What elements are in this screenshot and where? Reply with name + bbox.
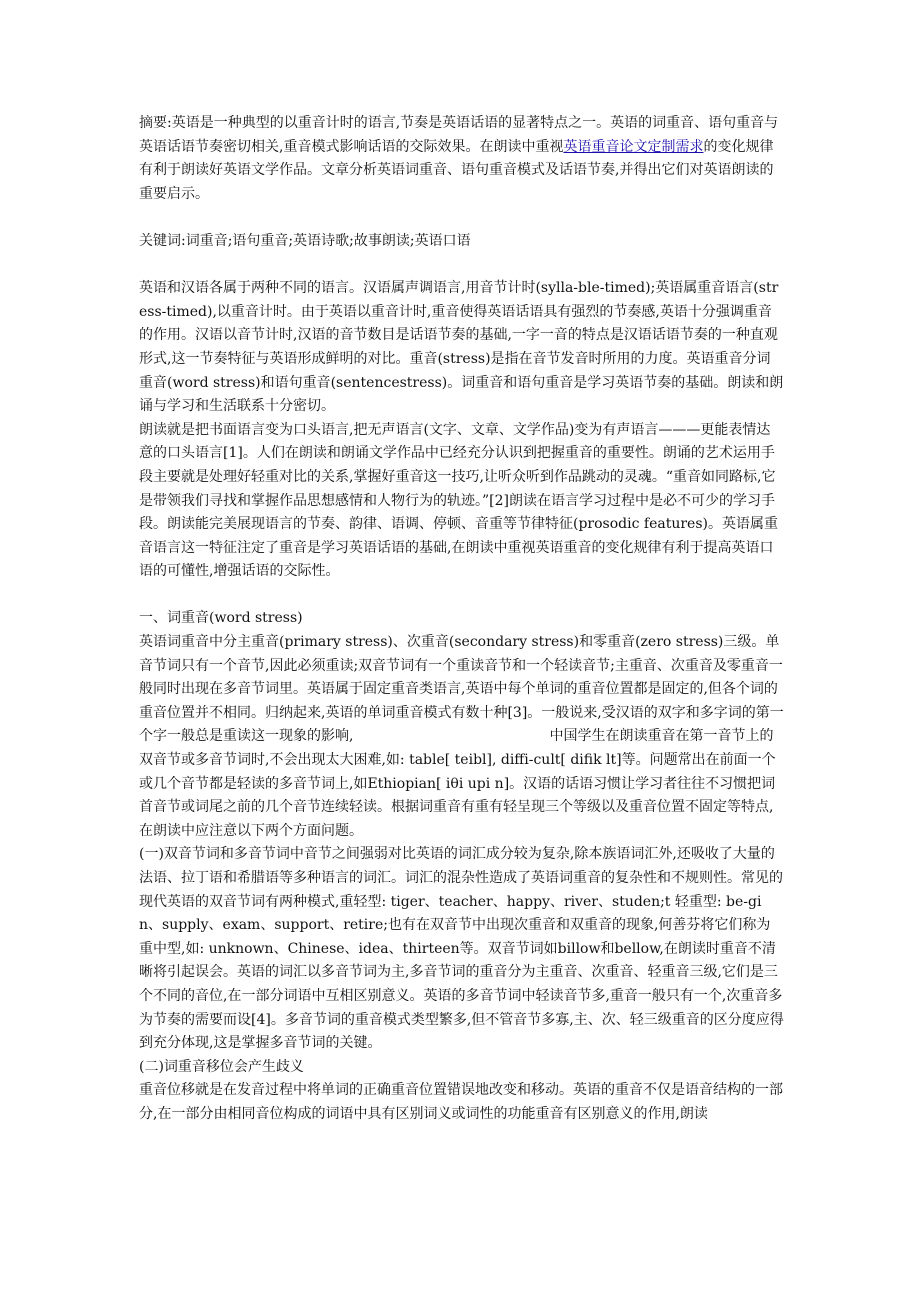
abstract-text-after: 的变化规律有利于朗读好英语文学作品。文章分析英语词重音、语句重音模式及话语节奏,并得出它们对英语朗读的重要启示。 (139, 138, 774, 202)
intro-paragraph-1: 英语和汉语各属于两种不同的语言。汉语属声调语言,用音节计时(sylla-ble-timed);英语属重音语言(stress-timed),以重音计时。由于英语以重音计时,重音使得英语话语具有强烈的节奏感,英语十分强调重音的作用。汉语以音节计时,汉语的音节数目是话语节奏的基础,一字一音的特点是汉语话语节奏的一种直观形式,这一节奏特征与英语形成鲜明的对比。重音(stress)是指在音节发音时所用的力度。英语重音分词重音(word stress)和语句重音(sentencestress)。词重音和语句重音是学习英语节奏的基础。朗读和朗诵与学习和生活联系十分密切。 (139, 280, 784, 415)
paragraph-gap (139, 584, 784, 608)
keywords-line: 关键词:词重音;语句重音;英语诗歌;故事朗读;英语口语 (139, 232, 471, 249)
subsection-2-heading: (二)词重音移位会产生歧义 (139, 1058, 304, 1075)
article-body (139, 112, 784, 1127)
word-stress-text-tail: 中国学生在朗读重音在第一音节上的双音节或多音节词时,不会出现太大困难,如: table[ teibl], diffi-cult[ difik lt]等。问题常出在前面一个或几个音节都是轻读的多音节词上,如Ethiopian[ iθi upi n]。汉语的话语习惯让学习者往往不习惯把词首音节或词尾之前的几个音节连续轻读。根据词重音有重有轻呈现三个等级以及重音位置不固定等特点,在朗读中应注意以下两个方面问题。 (139, 728, 776, 839)
word-stress-paragraph (139, 631, 784, 843)
abstract-link[interactable]: 英语重音论文定制需求 (563, 138, 704, 155)
paragraph-gap (139, 206, 784, 230)
subsection-2-paragraph: 重音位移就是在发音过程中将单词的正确重音位置错误地改变和移动。英语的重音不仅是语音结构的一部分,在一部分由相同音位构成的词语中具有区别词义或词性的功能重音有区别意义的作用,朗读 (139, 1082, 783, 1122)
intro-paragraph-2: 朗读就是把书面语言变为口头语言,把无声语言(文字、文章、文学作品)变为有声语言———更能表情达意的口头语言[1]。人们在朗读和朗诵文学作品中已经充分认识到把握重音的重要性。朗诵的艺术运用手段主要就是处理好轻重对比的关系,掌握好重音这一技巧,让听众听到作品跳动的灵魂。“重音如同路标,它是带领我们寻找和掌握作品思想感情和人物行为的轨迹。”[2]朗读在语言学习过程中是必不可少的学习手段。朗读能完美展现语言的节奏、韵律、语调、停顿、音重等节律特征(prosodic features)。英语属重音语言这一特征注定了重音是学习英语话语的基础,在朗读中重视英语重音的变化规律有利于提高英语口语的可懂性,增强话语的交际性。 (139, 421, 778, 580)
abstract-paragraph (139, 112, 784, 206)
paragraph-gap (139, 254, 784, 278)
section-heading-word-stress: 一、词重音(word stress) (139, 610, 303, 627)
word-stress-text: 英语词重音中分主重音(primary stress)、次重音(secondary stress)和零重音(zero stress)三级。单音节词只有一个音节,因此必须重读;双音节词有一个重读音节和一个轻读音节;主重音、次重音及零重音一般同时出现在多音节词里。英语属于固定重音类语言,英语中每个单词的重音位置都是固定的,但各个词的重音位置并不相同。归纳起来,英语的单词重音模式有数十种[3]。一般说来,受汉语的双字和多字词的第一个字一般总是重读这一现象的影响, (139, 634, 784, 745)
subsection-1-paragraph: (一)双音节词和多音节词中音节之间强弱对比英语的词汇成分较为复杂,除本族语词汇外,还吸收了大量的法语、拉丁语和希腊语等多种语言的词汇。词汇的混杂性造成了英语词重音的复杂性和不规则性。常见的现代英语的双音节词有两种模式,重轻型: tiger、teacher、happy、river、studen;t 轻重型: be-gin、supply、exam、support、retire;也有在双音节中出现次重音和双重音的现象,何善芬将它们称为重中型,如: unknown、Chinese、idea、thirteen等。双音节词如billow和bellow,在朗读时重音不清晰将引起误会。英语的词汇以多音节词为主,多音节词的重音分为主重音、次重音、轻重音三级,它们是三个不同的音位,在一部分词语中互相区别意义。英语的多音节词中轻读音节多,重音一般只有一个,次重音多为节奏的需要而设[4]。多音节词的重音模式类型繁多,但不管音节多寡,主、次、轻三级重音的区分度应得到充分体现,这是掌握多音节词的关键。 (139, 846, 784, 1052)
abstract-text-before: 摘要:英语是一种典型的以重音计时的语言,节奏是英语话语的显著特点之一。英语的词重音、语句重音与英语话语节奏密切相关,重音模式影响话语的交际效果。在朗读中重视 (139, 115, 779, 155)
